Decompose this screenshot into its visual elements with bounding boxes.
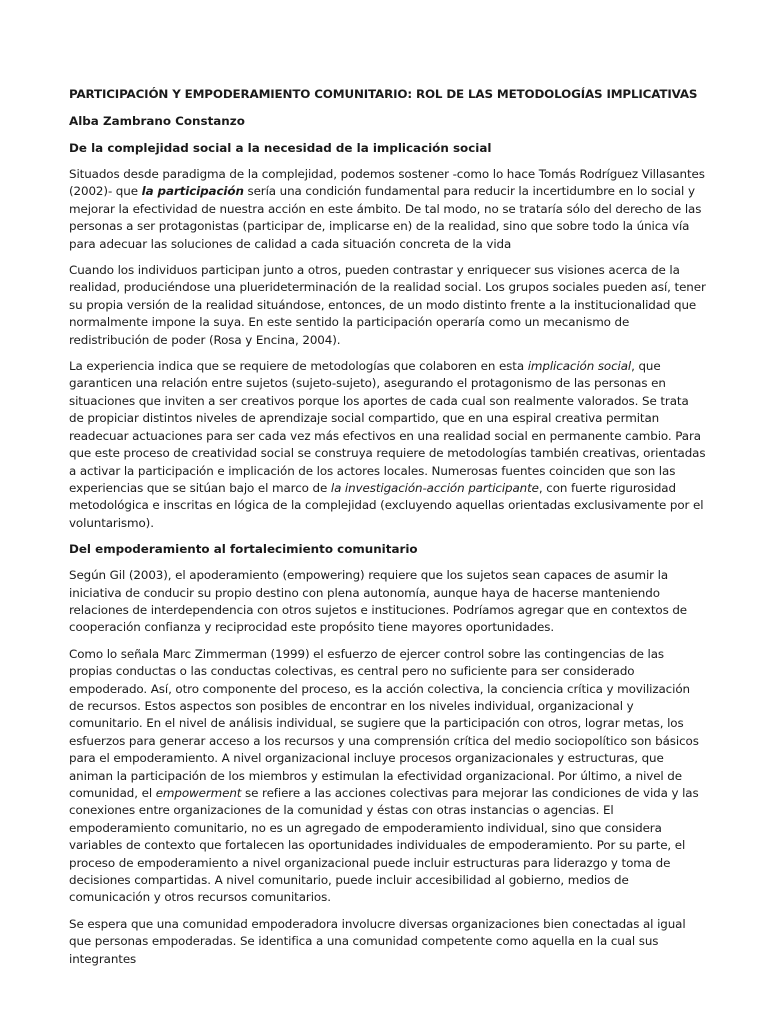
paragraph-5-text-a: Como lo señala Marc Zimmerman (1999) el esfuerzo de ejercer control sobre las contingencias de las propias conductas o las conductas colectivas, es central pero no suficiente para ser considerado empoderado. Así, otro componente del proceso, es la acción colectiva, la conciencia crítica y movilización de recursos. Estos aspectos son posibles de encontrar en los niveles individual, organizacional y comunitario. En el nivel de análisis individual, se sugiere que la participación con otros, lograr metas, los esfuerzos para generar acceso a los recursos y una comprensión crítica del medio sociopolítico son básicos para el empoderamiento. A nivel organizacional incluye procesos organizacionales y estructuras, que animan la participación de los miembros y estimulan la efectividad organizacional. Por último, a nivel de comunidad, el <box>69 646 699 800</box>
paragraph-1-text-b: sería una condición fundamental para reducir la incertidumbre en lo social y mejorar la efectividad de nuestra acción en este ámbito. De tal modo, no se trataría sólo del derecho de las personas a ser protagonistas (participar de, implicarse en) de la realidad, sino que sobre todo la única vía para adecuar las soluciones de calidad a cada situación concreta de la vida <box>69 184 702 251</box>
paragraph-1-text-a: Situados desde paradigma de la complejidad, podemos sostener -como lo hace Tomás Rodríguez Villasantes (2002)- que <box>69 167 705 199</box>
paragraph-3-text-a: La experiencia indica que se requiere de metodologías que colaboren en esta <box>69 359 528 374</box>
paragraph-4: Según Gil (2003), el apoderamiento (empowering) requiere que los sujetos sean capaces de asumir la iniciativa de conducir su propio destino con plena autonomía, aunque haya de hacerse manteniendo relaciones de interdependencia con otros sujetos e instituciones. Podríamos agregar que en contextos de cooperación confianza y reciprocidad este propósito tiene mayores oportunidades. <box>69 568 688 635</box>
paragraph-3-text-b: , que garanticen una relación entre sujetos (sujeto-sujeto), asegurando el protagonismo de las personas en situaciones que inviten a ser creativos porque los aportes de cada cual son realmente valorados. Se trata de propiciar distintos niveles de aprendizaje social compartido, que en una espiral creativa permitan readecuar actuaciones para ser cada vez más efectivos en una realidad social en permanente cambio. Para que este proceso de creatividad social se construya requiere de metodologías también creativas, orientadas a activar la participación e implicación de los actores locales. Numerosas fuentes coinciden que son las experiencias que se sitúan bajo el marco de <box>69 359 706 495</box>
paragraph-5-text-b: se refiere a las acciones colectivas para mejorar las condiciones de vida y las conexiones entre organizaciones de la comunidad y éstas con otras instancias o agencias. El empoderamiento comunitario, no es un agregado de empoderamiento individual, sino que considera variables de contexto que fortalecen las oportunidades individuales de empoderamiento. Por su parte, el proceso de empoderamiento a nivel organizacional puede incluir estructuras para liderazgo y toma de decisiones compartidas. A nivel comunitario, puede incluir accesibilidad al gobierno, medios de comunicación y otros recursos comunitarios. <box>69 786 699 905</box>
paragraph-6: Se espera que una comunidad empoderadora involucre diversas organizaciones bien conectadas al igual que personas empoderadas. Se identifica a una comunidad competente como aquella en la cual sus integrantes <box>69 916 686 966</box>
paragraph-3-text-c: , con fuerte rigurosidad metodológica e inscritas en lógica de la complejidad (excluyendo aquellas orientadas exclusivamente por el voluntarismo). <box>69 480 704 530</box>
paragraph-5 <box>69 646 706 907</box>
paragraph-3-emphasis-1: implicación social <box>527 359 632 374</box>
section-heading-complejidad: De la complejidad social a la necesidad de la implicación social <box>69 141 492 155</box>
document-author: Alba Zambrano Constanzo <box>69 114 245 128</box>
section-heading-empoderamiento: Del empoderamiento al fortalecimiento comunitario <box>69 542 418 557</box>
paragraph-3-emphasis-2: la investigación-acción participante <box>330 480 539 495</box>
paragraph-5-emphasis: empowerment <box>155 786 242 800</box>
paragraph-3 <box>69 358 706 532</box>
document-title: PARTICIPACIÓN Y EMPODERAMIENTO COMUNITARIO: ROL DE LAS METODOLOGÍAS IMPLICATIVAS <box>69 87 698 101</box>
paragraph-2: Cuando los individuos participan junto a otros, pueden contrastar y enriquecer sus visiones acerca de la realidad, produciéndose una pluerideterminación de la realidad social. Los grupos sociales pueden así, tener su propia versión de la realidad situándose, entonces, de un modo distinto frente a la institucionalidad que normalmente impone la suya. En este sentido la participación operaría como un mecanismo de redistribución de poder (Rosa y Encina, 2004). <box>69 263 706 347</box>
paragraph-1 <box>69 166 706 253</box>
paragraph-1-emphasis: la participación <box>141 184 244 199</box>
